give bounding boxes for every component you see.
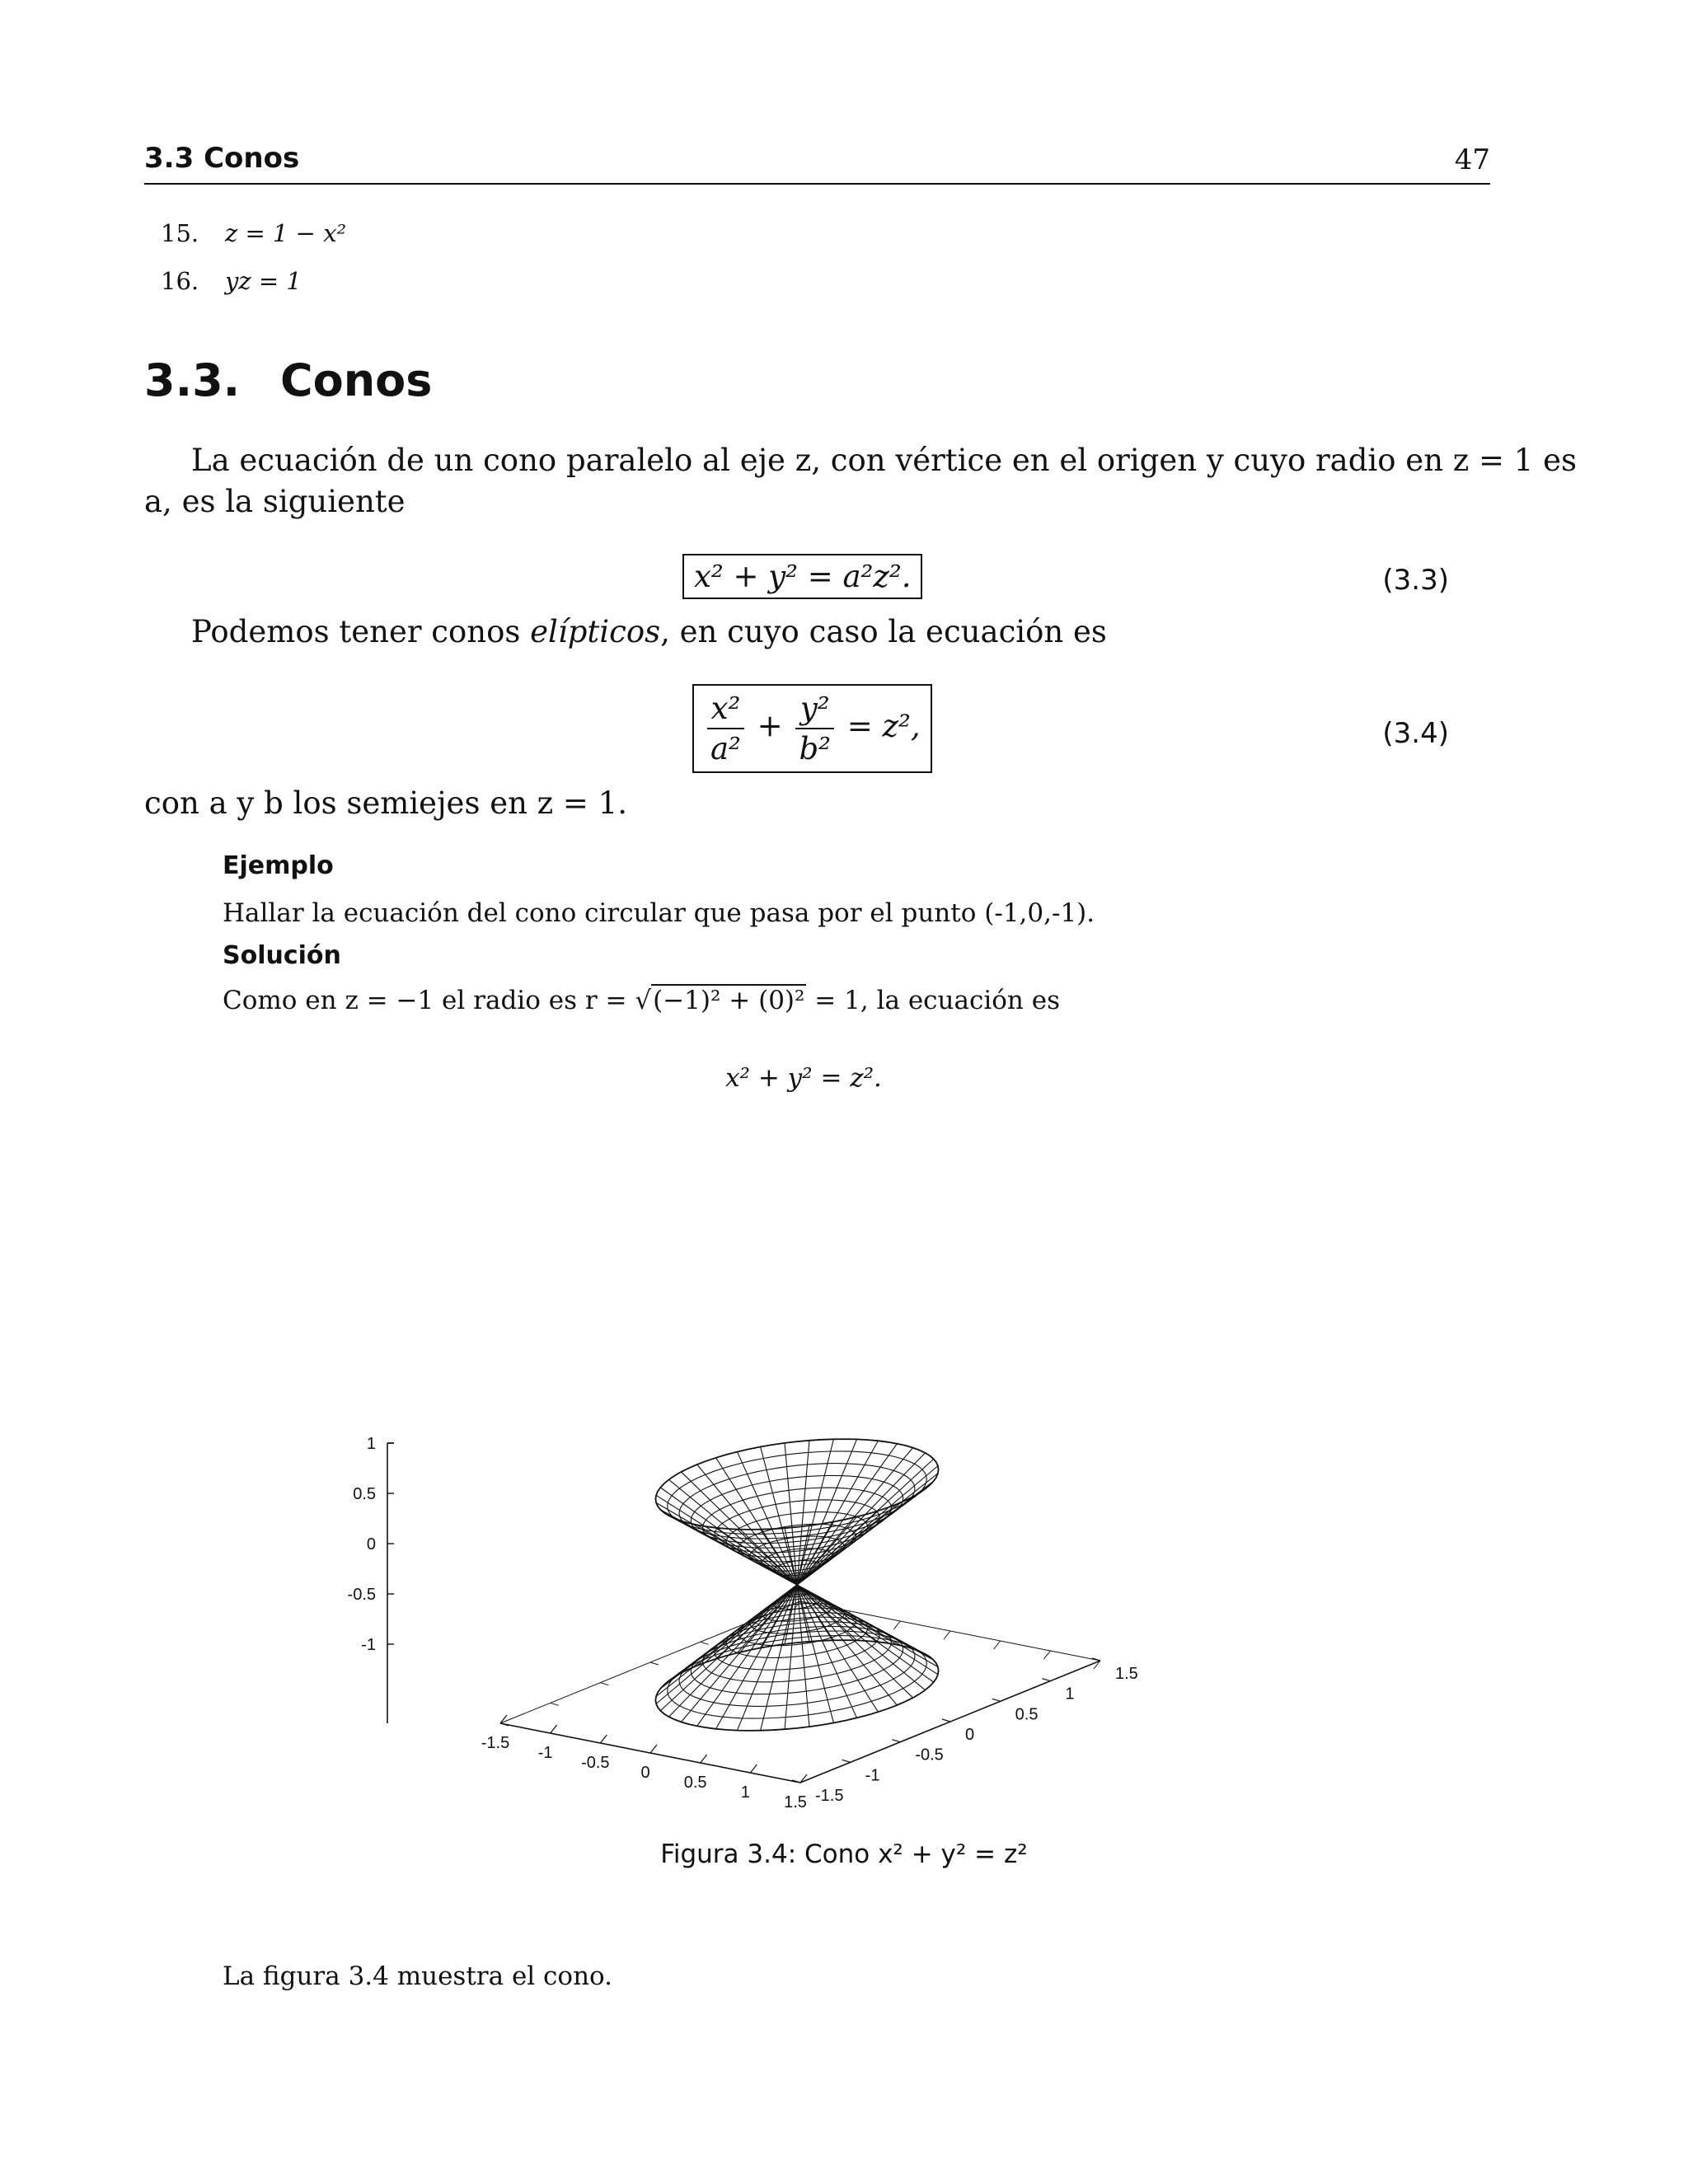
solution-text <box>223 986 1060 1015</box>
running-title: 3.3 Conos <box>144 142 300 175</box>
cone-ring <box>655 1439 938 1530</box>
figure-caption: Figura 3.4: Cono x² + y² = z² <box>660 1840 1028 1869</box>
y-tick <box>1042 1679 1050 1681</box>
plot-axes <box>387 1443 1100 1783</box>
equation-3-3-box <box>682 554 922 599</box>
cone-generator <box>656 1495 797 1585</box>
section-heading <box>144 354 432 406</box>
tick-labels <box>348 1435 1138 1811</box>
x-tick-back <box>893 1621 900 1629</box>
exercise-item <box>161 219 346 247</box>
x-tick-label: 0 <box>640 1764 650 1782</box>
elliptic-intro-before: Podemos tener conos <box>191 614 531 649</box>
x-tick-label: 0.5 <box>683 1774 707 1792</box>
exercise-equation: z = 1 − x² <box>225 219 347 247</box>
x-tick-back <box>944 1631 950 1639</box>
cone-generator <box>697 1585 797 1726</box>
cone-generator <box>716 1585 797 1729</box>
y-tick-label: 1 <box>1065 1685 1075 1704</box>
z-tick-label: 0.5 <box>353 1485 376 1503</box>
section-number: 3.3. <box>144 354 241 406</box>
plus-sign: + <box>757 708 783 744</box>
y-tick <box>942 1719 950 1722</box>
exercise-equation: yz = 1 <box>225 267 302 295</box>
equation-rhs: = z², <box>846 708 921 744</box>
sqrt-radicand: (−1)² + (0)² <box>653 986 805 1015</box>
x-tick <box>701 1755 707 1763</box>
solution-after: = 1, la ecuación es <box>806 986 1060 1015</box>
fraction-denominator: b² <box>799 731 831 766</box>
cone-generator <box>797 1453 926 1585</box>
cone-mesh <box>655 1439 938 1731</box>
fraction-y <box>795 691 834 766</box>
x-tick-label: 1.5 <box>784 1793 807 1811</box>
section-title: Conos <box>280 354 433 406</box>
cone-generator <box>797 1511 878 1585</box>
cone-generator <box>668 1585 797 1717</box>
fraction-x <box>707 691 744 766</box>
cone-generator <box>656 1585 797 1704</box>
elliptic-intro <box>191 612 1107 653</box>
solution-heading: Solución <box>223 941 341 970</box>
cone-ring <box>655 1640 938 1731</box>
elliptic-emphasis: elípticos <box>530 614 661 649</box>
intro-line-2: a, es la siguiente <box>144 484 406 519</box>
cone-ring <box>668 1636 927 1719</box>
result-equation: x² + y² = z². <box>725 1063 882 1093</box>
cone-generator <box>668 1479 797 1585</box>
y-tick <box>892 1740 900 1742</box>
y-tick-label: 1.5 <box>1115 1665 1138 1683</box>
x-tick-back <box>1043 1651 1050 1659</box>
x-tick-label: -0.5 <box>581 1754 610 1772</box>
y-tick-left <box>701 1642 709 1644</box>
page-number: 47 <box>1454 143 1490 176</box>
cone-generator <box>785 1443 797 1585</box>
x-tick-label: -1.5 <box>481 1734 510 1752</box>
equation-3-4-box <box>692 684 932 773</box>
elliptic-intro-after: , en cuyo caso la ecuación es <box>660 614 1107 649</box>
x-tick-back <box>994 1641 1001 1649</box>
y-tick-label: 0 <box>965 1726 975 1744</box>
cone-ring <box>668 1451 927 1535</box>
cone-generator <box>797 1585 809 1727</box>
y-tick <box>992 1699 1001 1701</box>
z-tick-label: 0 <box>366 1535 376 1554</box>
intro-line-1: La ecuación de un cono paralelo al eje z, con vértice en el origen y cuyo radio en z = 1 es <box>191 443 1577 478</box>
running-header <box>144 142 1490 185</box>
x-tick <box>750 1765 757 1773</box>
equation-3-3: x² + y² = a²z². <box>694 559 912 594</box>
x-tick <box>600 1735 607 1743</box>
x-tick <box>551 1725 557 1733</box>
y-tick <box>842 1760 851 1762</box>
cone-generator <box>797 1585 926 1690</box>
equation-number-3-4: (3.4) <box>1382 717 1449 750</box>
exercise-number: 16. <box>161 267 199 295</box>
y-tick-left <box>551 1703 559 1705</box>
sqrt-sign: √ <box>635 986 652 1015</box>
example-statement: Hallar la ecuación del cono circular que pasa por el punto (-1,0,-1). <box>223 898 1095 928</box>
y-tick-label: -1 <box>865 1766 880 1785</box>
y-tick-label: -0.5 <box>915 1746 944 1765</box>
cone-generator <box>660 1585 797 1689</box>
exercise-number: 15. <box>161 219 199 247</box>
equation-number-3-3: (3.3) <box>1382 564 1449 597</box>
cone-generator <box>797 1585 878 1712</box>
cone-figure <box>347 1249 1302 1811</box>
fraction-numerator: x² <box>707 691 744 729</box>
z-tick-label: -0.5 <box>347 1586 376 1604</box>
y-tick-label: 0.5 <box>1015 1705 1039 1724</box>
y-tick-left <box>650 1662 659 1665</box>
z-tick-label: 1 <box>366 1435 376 1453</box>
fraction-numerator: y² <box>795 691 834 729</box>
semiejes-text: con a y b los semiejes en z = 1. <box>144 785 628 821</box>
y-tick-left <box>600 1683 608 1685</box>
z-tick-label: -1 <box>361 1636 376 1654</box>
exercise-item <box>161 267 302 295</box>
x-tick <box>650 1745 657 1753</box>
example-heading: Ejemplo <box>223 851 334 880</box>
cone-generator <box>797 1585 938 1675</box>
x-tick-label: -1 <box>537 1744 553 1762</box>
cone-generator <box>797 1481 934 1585</box>
y-tick-label: -1.5 <box>815 1787 844 1805</box>
cone-generator <box>797 1444 897 1585</box>
x-tick-label: 1 <box>740 1783 750 1802</box>
cone-generator <box>797 1466 938 1585</box>
closing-text: La figura 3.4 muestra el cono. <box>223 1961 613 1991</box>
fraction-denominator: a² <box>710 731 741 766</box>
solution-before: Como en z = −1 el radio es r = <box>223 986 635 1015</box>
